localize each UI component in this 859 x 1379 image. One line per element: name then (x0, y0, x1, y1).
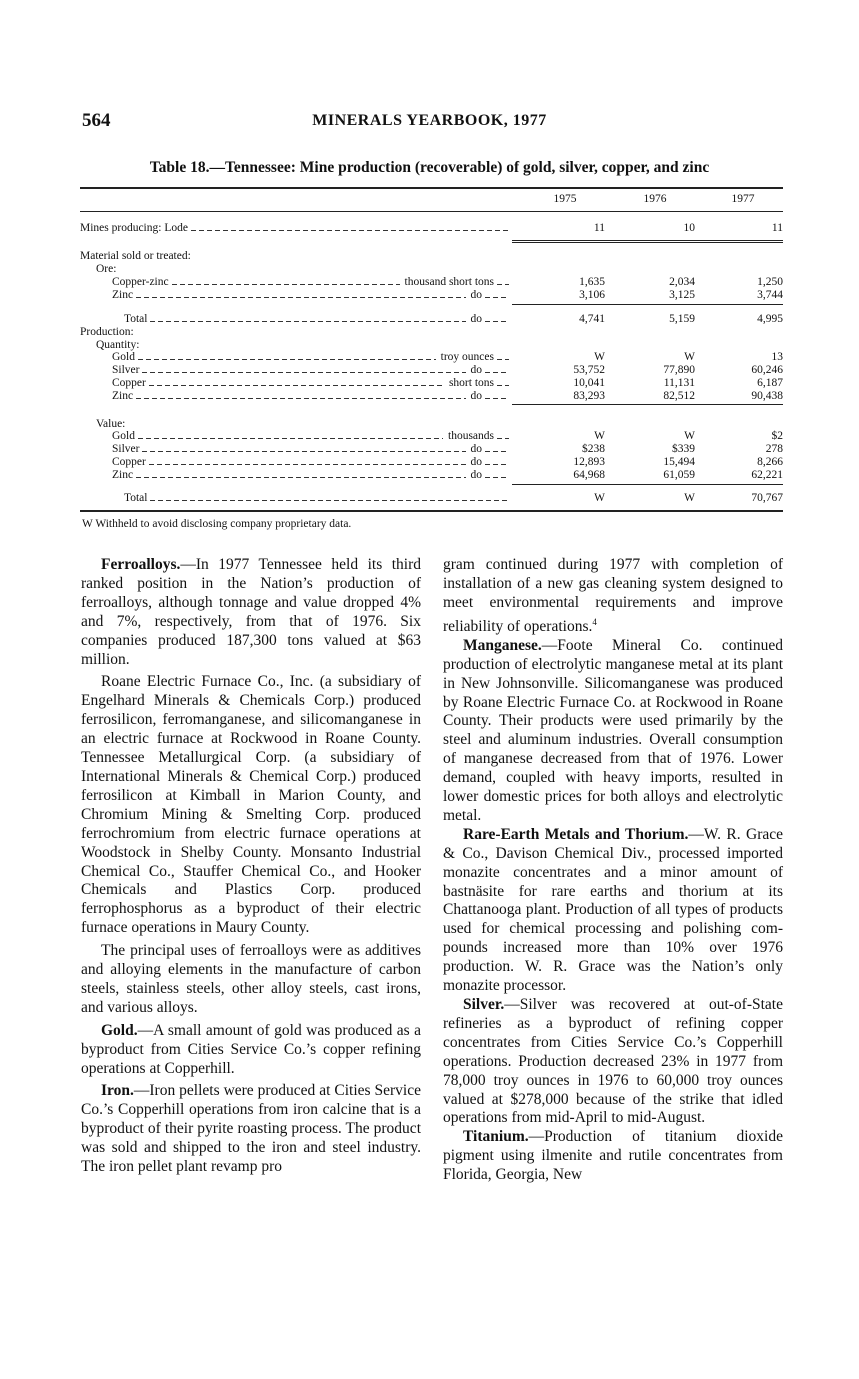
section-heading: Iron. (101, 1082, 134, 1100)
row-label: Gold (112, 430, 135, 442)
table-row (80, 364, 783, 377)
cell-1977: 1,250 (757, 276, 783, 288)
cell-1976: 15,494 (663, 456, 695, 468)
cell-1975: $238 (582, 443, 605, 455)
cell-1977: 70,767 (751, 492, 783, 504)
year-header-1977: 1977 (731, 193, 755, 205)
row-label: Gold (112, 351, 135, 363)
table-row (80, 443, 783, 456)
cell-1976: W (684, 351, 695, 363)
row-unit: do (470, 443, 482, 455)
row-unit: do (470, 289, 482, 301)
row-label: Zinc (112, 469, 134, 481)
section-heading-value: Value: (96, 418, 126, 430)
table-row (80, 456, 783, 469)
table-row (80, 289, 783, 302)
row-rule (512, 404, 783, 405)
row-unit: do (470, 364, 482, 376)
row-label: Copper (112, 377, 146, 389)
row-rule (512, 484, 783, 485)
row-unit: short tons (448, 377, 494, 389)
row-rule (512, 304, 783, 305)
table-row (80, 313, 783, 326)
year-header-1975: 1975 (553, 193, 577, 205)
paragraph-titanium: Titanium.—Production of titanium dioxide pigment using ilmenite and rutile concentrates from Florida, Georgia, New (443, 1128, 783, 1184)
row-unit: do (470, 469, 482, 481)
section-heading: Ferroalloys. (101, 556, 181, 573)
cell-1975: 53,752 (573, 364, 605, 376)
row-unit: do (470, 390, 482, 402)
row-label: Zinc (112, 390, 134, 402)
row-label: Total (124, 492, 148, 504)
cell-1975: W (594, 351, 605, 363)
cell-1975: W (594, 430, 605, 442)
cell-1976: 82,512 (663, 390, 695, 402)
cell-1975: 3,106 (579, 289, 605, 301)
cell-1977: 6,187 (757, 377, 783, 389)
paragraph: The principal uses of ferroalloys were as additives and alloying elements in the manufacture of carbon steels, stainless steels, other alloy steels, cast irons, and various alloys. (81, 942, 421, 1016)
section-heading-material: Material sold or treated: (80, 250, 191, 262)
cell-1975: W (594, 492, 605, 504)
section-heading-ore: Ore: (96, 263, 117, 275)
section-heading: Silver. (463, 996, 505, 1013)
table-row (80, 377, 783, 390)
row-unit: do (470, 456, 482, 468)
cell-1975: 1,635 (579, 276, 605, 288)
table-bottom-rule (80, 510, 783, 512)
cell-1975: 12,893 (573, 456, 605, 468)
table-row (80, 351, 783, 364)
paragraph-manganese: Manganese.—Foote Mineral Co. continued production of electrolytic manganese metal at its plant in New Johnsonville. Silicomanganese was produced by Roane Electric Furnace Co. at Rockwood in Roane County. Their products were used primarily by the steel and aluminum industries. Overall consumption of manganese decreased from that of 1976. Lower demand, coupled with heavy imports, resulted in lower domestic prices for both alloys and electrolytic metal. (443, 636, 783, 824)
cell-1977: 278 (765, 443, 783, 455)
cell-1977: 8,266 (757, 456, 783, 468)
row-label: Zinc (112, 289, 134, 301)
row-unit: troy ounces (440, 351, 494, 363)
cell-1976: $339 (672, 443, 695, 455)
cell-1977: 13 (771, 351, 783, 363)
row-label: Copper (112, 456, 146, 468)
cell-1976: 3,125 (669, 289, 695, 301)
table-row (80, 492, 783, 505)
row-label: Silver (112, 443, 140, 455)
section-heading: Gold. (101, 1021, 138, 1039)
cell-1975: 83,293 (573, 390, 605, 402)
cell-1976: 11,131 (663, 377, 695, 389)
cell-1975: 4,741 (579, 313, 605, 325)
page-number: 564 (82, 110, 111, 131)
cell-1977: 4,995 (757, 313, 783, 325)
table-top-rule (80, 187, 783, 189)
cell-1975: 11 (593, 222, 605, 234)
cell-1977: 11 (771, 222, 783, 234)
footnote-reference: 4 (592, 616, 597, 627)
row-label: Copper-zinc (112, 276, 169, 288)
cell-1977: 3,744 (757, 289, 783, 301)
table-title: Table 18.—Tennessee: Mine production (recoverable) of gold, silver, copper, and zinc (149, 159, 710, 176)
row-label: Total (124, 313, 148, 325)
row-label: Mines producing: Lode (80, 222, 188, 234)
cell-1977: 90,438 (751, 390, 783, 402)
cell-1976: 10 (683, 222, 695, 234)
cell-1976: 2,034 (669, 276, 695, 288)
section-heading: Rare-Earth Metals and Thorium. (463, 825, 689, 843)
table-row (80, 390, 783, 403)
row-unit: do (470, 313, 482, 325)
cell-1977: $2 (771, 430, 783, 442)
table-row (80, 469, 783, 482)
paragraph-silver: Silver.—Silver was recovered at out-of-State refineries as a byproduct of refining copper concentrates from Cities Service Co.’s Copperhill operations. Production decreased 23% in 1977 from 78,000 troy ounces in 1976 to 60,000 troy ounces valued at $278,000 because of the strike that idled operations from mid-April to mid-August. (443, 996, 783, 1127)
cell-1976: W (684, 492, 695, 504)
row-unit: thousand short tons (404, 276, 494, 288)
cell-1976: 5,159 (669, 313, 695, 325)
cell-1976: 77,890 (663, 364, 695, 376)
table-footnote: W Withheld to avoid disclosing company proprietary data. (82, 518, 352, 530)
section-heading-production: Production: (80, 326, 134, 338)
row-rule (512, 240, 783, 243)
paragraph-rare-earth: Rare-Earth Metals and Thorium.—W. R. Grace & Co., Davison Chemical Div., processed imported monazite concentrates and a minor amount of bastnäsite for rare earths and thorium at its Chattanooga plant. Production of all types of products used for chemical processing and polishing compounds increased more than 10% over 1976 production. W. R. Grace was the Nation’s only monazite processor. (443, 825, 784, 995)
paragraph-ferroalloys: Ferroalloys.—In 1977 Tennessee held its third ranked position in the Nation’s production of ferroalloys, although tonnage and value dropped 4% and 7%, respectively, from that of 1976. Six companies produced 187,300 tons valued at $63 million. (81, 556, 421, 668)
cell-1975: 64,968 (573, 469, 605, 481)
text-column-right (443, 556, 783, 1185)
paragraph-continued: gram continued during 1977 with completion of installation of a new gas cleaning system designed to meet environmental requirements and improve reliability of operations.$^4$ (443, 556, 783, 635)
section-heading-quantity: Quantity: (96, 339, 140, 351)
row-label: Silver (112, 364, 140, 376)
section-heading: Manganese. (463, 636, 542, 654)
year-header-1976: 1976 (643, 193, 667, 205)
cell-1975: 10,041 (573, 377, 605, 389)
cell-1976: W (684, 430, 695, 442)
table-header-rule (80, 211, 783, 212)
paragraph-gold: Gold.—A small amount of gold was produced as a byproduct from Cities Service Co.’s copper refining operations at Copperhill. (81, 1021, 421, 1077)
table-row (80, 430, 783, 443)
cell-1977: 60,246 (751, 364, 783, 376)
text-column-left (81, 556, 421, 1177)
paragraph: Roane Electric Furnace Co., Inc. (a subsidiary of Engelhard Minerals & Chemicals Corp.) produced ferrosilicon, ferromanganese, and silicomanganese in an electric furnace at Rockwood in Roane County. Tennessee Metallurgical Corp. (a subsidiary of International Minerals & Chemical Corp.) produced ferrosilicon at Kimball in Marion County, and Chromium Mining & Smelting Corp. produced ferrochromium from electric furnace operations at Woodstock in Shelby County. Monsanto Industrial Chemical Co., Stauffer Chemical Co., and Hooker Chemicals and Plastics Corp. produced ferrophosphorus as a byproduct of their electric furnace operations in Maury County. (81, 673, 421, 937)
paragraph-iron: Iron.—Iron pellets were produced at Cities Service Co.’s Copperhill operations from iron calcine that is a byproduct of their pyrite roasting process. The product was sold and shipped to the iron and steel industry. The iron pellet plant revamp pro (81, 1082, 421, 1176)
table-row (80, 222, 783, 235)
cell-1976: 61,059 (663, 469, 695, 481)
section-heading: Titanium. (463, 1128, 529, 1146)
table-row (80, 276, 783, 289)
row-unit: thousands (448, 430, 494, 442)
running-title: MINERALS YEARBOOK, 1977 (312, 112, 547, 129)
cell-1977: 62,221 (751, 469, 783, 481)
